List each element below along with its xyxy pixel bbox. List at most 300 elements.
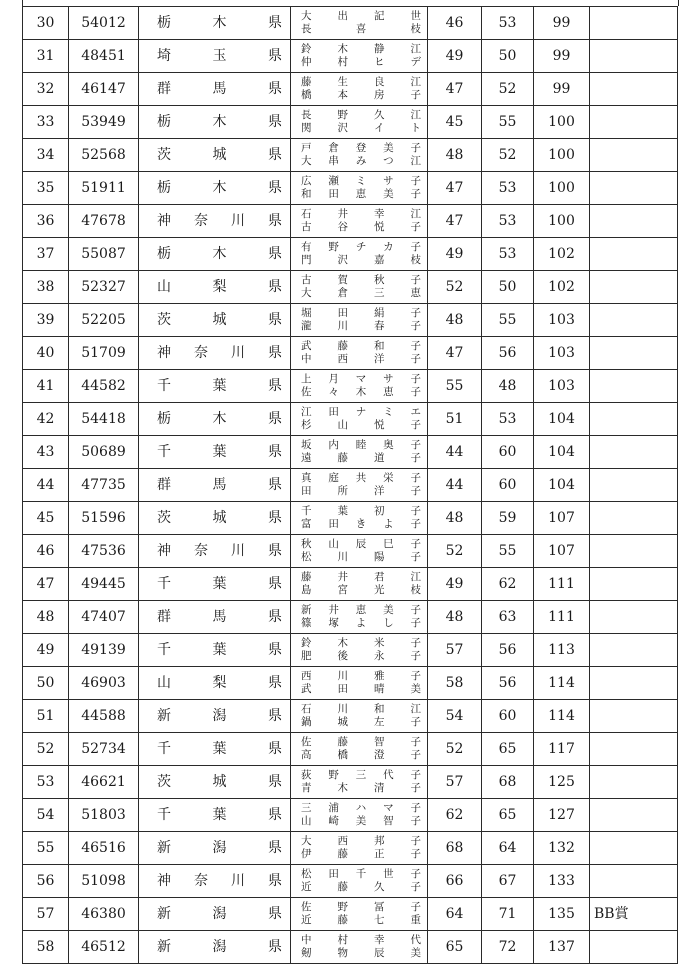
player-name-1: 堀田絹子 [301, 307, 421, 319]
pair-names-cell [291, 304, 428, 337]
score2-cell: 60 [482, 469, 534, 502]
player-name-2: 富田きよ子 [301, 518, 421, 530]
score2-cell: 63 [482, 601, 534, 634]
score1-cell: 57 [428, 634, 482, 667]
score2-cell: 53 [482, 172, 534, 205]
table-row [23, 304, 678, 337]
prefecture-cell: 神奈川県 [139, 205, 291, 238]
player-name-1: 有野チカ子 [301, 241, 421, 253]
remark-cell [590, 733, 678, 766]
score1-cell: 64 [428, 898, 482, 931]
score1-cell: 68 [428, 832, 482, 865]
score2-cell: 48 [482, 370, 534, 403]
remark-cell [590, 271, 678, 304]
prefecture-cell: 千葉県 [139, 568, 291, 601]
table-row [23, 832, 678, 865]
prefecture-cell: 埼玉県 [139, 40, 291, 73]
total-cell: 103 [534, 304, 590, 337]
score2-cell: 53 [482, 205, 534, 238]
remark-cell [590, 931, 678, 964]
player-name-1: 武藤和子 [301, 340, 421, 352]
remark-cell [590, 865, 678, 898]
total-cell: 133 [534, 865, 590, 898]
rank-cell: 31 [23, 40, 69, 73]
pair-names-cell [291, 667, 428, 700]
entry-number-cell: 51596 [69, 502, 139, 535]
rank-cell: 35 [23, 172, 69, 205]
table-row [23, 73, 678, 106]
score1-cell: 48 [428, 304, 482, 337]
player-name-1: 石川和江 [301, 703, 421, 715]
entry-number-cell: 51911 [69, 172, 139, 205]
entry-number-cell: 54012 [69, 7, 139, 40]
pair-names-cell [291, 436, 428, 469]
total-cell: 114 [534, 667, 590, 700]
score2-cell: 55 [482, 535, 534, 568]
score2-cell: 59 [482, 502, 534, 535]
player-name-2: 肥後永子 [301, 650, 421, 662]
prefecture-cell: 千葉県 [139, 799, 291, 832]
remark-cell [590, 502, 678, 535]
rank-cell: 57 [23, 898, 69, 931]
score2-cell: 64 [482, 832, 534, 865]
total-cell: 99 [534, 73, 590, 106]
table-row [23, 139, 678, 172]
total-cell: 107 [534, 535, 590, 568]
total-cell: 117 [534, 733, 590, 766]
entry-number-cell: 49445 [69, 568, 139, 601]
score2-cell: 71 [482, 898, 534, 931]
player-name-1: 佐藤智子 [301, 736, 421, 748]
prefecture-cell: 新潟県 [139, 898, 291, 931]
remark-cell [590, 634, 678, 667]
player-name-2: 大串みつ江 [301, 155, 421, 167]
pair-names-cell [291, 733, 428, 766]
score2-cell: 65 [482, 733, 534, 766]
table-row [23, 172, 678, 205]
prefecture-cell: 栃木県 [139, 7, 291, 40]
score2-cell: 68 [482, 766, 534, 799]
pair-names-cell [291, 271, 428, 304]
rank-cell: 41 [23, 370, 69, 403]
remark-cell [590, 832, 678, 865]
score2-cell: 55 [482, 304, 534, 337]
entry-number-cell: 46380 [69, 898, 139, 931]
score1-cell: 51 [428, 403, 482, 436]
player-name-1: 秋山辰巳子 [301, 538, 421, 550]
player-name-1: 藤生良江 [301, 76, 421, 88]
score1-cell: 49 [428, 40, 482, 73]
total-cell: 104 [534, 469, 590, 502]
remark-cell [590, 403, 678, 436]
remark-cell [590, 172, 678, 205]
player-name-1: 西川雅子 [301, 670, 421, 682]
entry-number-cell: 55087 [69, 238, 139, 271]
player-name-1: 大西邦子 [301, 835, 421, 847]
remark-cell [590, 304, 678, 337]
rank-cell: 30 [23, 7, 69, 40]
score1-cell: 49 [428, 238, 482, 271]
rank-cell: 36 [23, 205, 69, 238]
table-row [23, 238, 678, 271]
player-name-1: 真庭共栄子 [301, 472, 421, 484]
total-cell: 99 [534, 7, 590, 40]
score1-cell: 49 [428, 568, 482, 601]
prefecture-cell: 神奈川県 [139, 535, 291, 568]
total-cell: 99 [534, 40, 590, 73]
prefecture-cell: 群馬県 [139, 601, 291, 634]
total-cell: 100 [534, 139, 590, 172]
rank-cell: 52 [23, 733, 69, 766]
total-cell: 100 [534, 106, 590, 139]
total-cell: 102 [534, 238, 590, 271]
remark-cell [590, 7, 678, 40]
player-name-1: 荻野三代子 [301, 769, 421, 781]
score2-cell: 50 [482, 40, 534, 73]
remark-cell [590, 238, 678, 271]
table-row [23, 40, 678, 73]
remark-cell [590, 73, 678, 106]
table-row [23, 601, 678, 634]
pair-names-cell [291, 7, 428, 40]
score1-cell: 54 [428, 700, 482, 733]
player-name-2: 山崎美智子 [301, 815, 421, 827]
player-name-1: 広瀬ミサ子 [301, 175, 421, 187]
score1-cell: 66 [428, 865, 482, 898]
total-cell: 104 [534, 403, 590, 436]
entry-number-cell: 47536 [69, 535, 139, 568]
score2-cell: 56 [482, 337, 534, 370]
player-name-2: 田所洋子 [301, 485, 421, 497]
score2-cell: 56 [482, 634, 534, 667]
player-name-2: 近藤七重 [301, 914, 421, 926]
rank-cell: 40 [23, 337, 69, 370]
player-name-2: 瀧川春子 [301, 320, 421, 332]
pair-names-cell [291, 337, 428, 370]
player-name-1: 石井幸江 [301, 208, 421, 220]
player-name-1: 藤井君江 [301, 571, 421, 583]
player-name-2: 島宮光枝 [301, 584, 421, 596]
player-name-2: 中西洋子 [301, 353, 421, 365]
pair-names-cell [291, 370, 428, 403]
pair-names-cell [291, 535, 428, 568]
prefecture-cell: 山梨県 [139, 667, 291, 700]
total-cell: 114 [534, 700, 590, 733]
player-name-2: 伊藤正子 [301, 848, 421, 860]
prefecture-cell: 茨城県 [139, 502, 291, 535]
score2-cell: 67 [482, 865, 534, 898]
rank-cell: 58 [23, 931, 69, 964]
rank-cell: 54 [23, 799, 69, 832]
player-name-1: 坂内睦奥子 [301, 439, 421, 451]
prefecture-cell: 千葉県 [139, 370, 291, 403]
prefecture-cell: 神奈川県 [139, 865, 291, 898]
total-cell: 113 [534, 634, 590, 667]
table-row [23, 337, 678, 370]
player-name-1: 戸倉登美子 [301, 142, 421, 154]
remark-cell [590, 40, 678, 73]
pair-names-cell [291, 700, 428, 733]
total-cell: 102 [534, 271, 590, 304]
pair-names-cell [291, 931, 428, 964]
score2-cell: 55 [482, 106, 534, 139]
score1-cell: 46 [428, 7, 482, 40]
player-name-1: 佐野冨子 [301, 901, 421, 913]
prefecture-cell: 新潟県 [139, 931, 291, 964]
remark-cell [590, 700, 678, 733]
rank-cell: 46 [23, 535, 69, 568]
score2-cell: 53 [482, 238, 534, 271]
prefecture-cell: 千葉県 [139, 634, 291, 667]
score2-cell: 72 [482, 931, 534, 964]
pair-names-cell [291, 568, 428, 601]
remark-cell [590, 205, 678, 238]
entry-number-cell: 47407 [69, 601, 139, 634]
score2-cell: 60 [482, 436, 534, 469]
score1-cell: 48 [428, 139, 482, 172]
prefecture-cell: 栃木県 [139, 172, 291, 205]
pair-names-cell [291, 238, 428, 271]
total-cell: 100 [534, 172, 590, 205]
score1-cell: 44 [428, 436, 482, 469]
pair-names-cell [291, 799, 428, 832]
player-name-2: 佐々木恵子 [301, 386, 421, 398]
score1-cell: 55 [428, 370, 482, 403]
player-name-2: 高橋澄子 [301, 749, 421, 761]
pair-names-cell [291, 832, 428, 865]
table-row [23, 931, 678, 964]
prefecture-cell: 群馬県 [139, 73, 291, 106]
score1-cell: 44 [428, 469, 482, 502]
score2-cell: 56 [482, 667, 534, 700]
prefecture-cell: 茨城県 [139, 766, 291, 799]
player-name-1: 鈴木静江 [301, 43, 421, 55]
score2-cell: 53 [482, 403, 534, 436]
entry-number-cell: 48451 [69, 40, 139, 73]
remark-cell [590, 469, 678, 502]
entry-number-cell: 52327 [69, 271, 139, 304]
pair-names-cell [291, 865, 428, 898]
score1-cell: 45 [428, 106, 482, 139]
score2-cell: 62 [482, 568, 534, 601]
pair-names-cell [291, 634, 428, 667]
remark-cell [590, 799, 678, 832]
player-name-2: 大倉三恵 [301, 287, 421, 299]
total-cell: 111 [534, 568, 590, 601]
remark-cell [590, 766, 678, 799]
player-name-2: 鍋城左子 [301, 716, 421, 728]
remark-cell [590, 436, 678, 469]
entry-number-cell: 46147 [69, 73, 139, 106]
player-name-1: 上月マサ子 [301, 373, 421, 385]
score2-cell: 65 [482, 799, 534, 832]
prefecture-cell: 群馬県 [139, 469, 291, 502]
prefecture-cell: 栃木県 [139, 403, 291, 436]
player-name-1: 新井恵美子 [301, 604, 421, 616]
table-row [23, 733, 678, 766]
total-cell: 103 [534, 337, 590, 370]
table-row [23, 634, 678, 667]
entry-number-cell: 47678 [69, 205, 139, 238]
total-cell: 125 [534, 766, 590, 799]
prefecture-cell: 新潟県 [139, 832, 291, 865]
player-name-2: 橋本房子 [301, 89, 421, 101]
entry-number-cell: 51098 [69, 865, 139, 898]
entry-number-cell: 44582 [69, 370, 139, 403]
entry-number-cell: 52205 [69, 304, 139, 337]
player-name-2: 篠塚よし子 [301, 617, 421, 629]
entry-number-cell: 54418 [69, 403, 139, 436]
table-row [23, 7, 678, 40]
player-name-2: 杉山悦子 [301, 419, 421, 431]
rank-cell: 48 [23, 601, 69, 634]
entry-number-cell: 46516 [69, 832, 139, 865]
table-row [23, 700, 678, 733]
table-row [23, 865, 678, 898]
player-name-1: 松田千世子 [301, 868, 421, 880]
table-row [23, 568, 678, 601]
player-name-2: 長喜枝 [301, 23, 421, 35]
score1-cell: 52 [428, 271, 482, 304]
player-name-2: 松川陽子 [301, 551, 421, 563]
total-cell: 107 [534, 502, 590, 535]
score1-cell: 48 [428, 502, 482, 535]
score1-cell: 65 [428, 931, 482, 964]
prefecture-cell: 茨城県 [139, 304, 291, 337]
rank-cell: 42 [23, 403, 69, 436]
entry-number-cell: 51803 [69, 799, 139, 832]
score1-cell: 47 [428, 73, 482, 106]
score2-cell: 52 [482, 73, 534, 106]
player-name-1: 大出記世 [301, 10, 421, 22]
player-name-2: 青木清子 [301, 782, 421, 794]
table-row [23, 403, 678, 436]
rank-cell: 49 [23, 634, 69, 667]
player-name-2: 近藤久子 [301, 881, 421, 893]
table-row [23, 766, 678, 799]
player-name-2: 仲村ヒデ [301, 56, 421, 68]
player-name-1: 中村幸代 [301, 934, 421, 946]
prefecture-cell: 茨城県 [139, 139, 291, 172]
entry-number-cell: 51709 [69, 337, 139, 370]
score1-cell: 47 [428, 337, 482, 370]
score1-cell: 47 [428, 172, 482, 205]
prefecture-cell: 千葉県 [139, 436, 291, 469]
remark-cell [590, 370, 678, 403]
prefecture-cell: 栃木県 [139, 238, 291, 271]
score1-cell: 52 [428, 733, 482, 766]
table-row [23, 370, 678, 403]
entry-number-cell: 53949 [69, 106, 139, 139]
player-name-2: 門沢嘉枝 [301, 254, 421, 266]
table-row [23, 799, 678, 832]
score2-cell: 60 [482, 700, 534, 733]
player-name-2: 関沢イト [301, 122, 421, 134]
prefecture-cell: 新潟県 [139, 700, 291, 733]
pair-names-cell [291, 139, 428, 172]
entry-number-cell: 47735 [69, 469, 139, 502]
total-cell: 132 [534, 832, 590, 865]
table-row [23, 205, 678, 238]
pair-names-cell [291, 601, 428, 634]
player-name-2: 遠藤道子 [301, 452, 421, 464]
table-row [23, 898, 678, 931]
remark-cell [590, 106, 678, 139]
remark-cell [590, 535, 678, 568]
player-name-2: 古谷悦子 [301, 221, 421, 233]
player-name-1: 江田ナミエ [301, 406, 421, 418]
score1-cell: 62 [428, 799, 482, 832]
entry-number-cell: 50689 [69, 436, 139, 469]
score1-cell: 57 [428, 766, 482, 799]
player-name-2: 和田恵美子 [301, 188, 421, 200]
rank-cell: 44 [23, 469, 69, 502]
rank-cell: 39 [23, 304, 69, 337]
table-row [23, 106, 678, 139]
score1-cell: 52 [428, 535, 482, 568]
rank-cell: 43 [23, 436, 69, 469]
player-name-2: 剱物辰美 [301, 947, 421, 959]
entry-number-cell: 44588 [69, 700, 139, 733]
prefecture-cell: 山梨県 [139, 271, 291, 304]
total-cell: 111 [534, 601, 590, 634]
rank-cell: 47 [23, 568, 69, 601]
total-cell: 100 [534, 205, 590, 238]
rank-cell: 50 [23, 667, 69, 700]
score2-cell: 52 [482, 139, 534, 172]
pair-names-cell [291, 205, 428, 238]
player-name-1: 千葉初子 [301, 505, 421, 517]
pair-names-cell [291, 766, 428, 799]
rank-cell: 45 [23, 502, 69, 535]
player-name-1: 長野久江 [301, 109, 421, 121]
remark-cell [590, 568, 678, 601]
score1-cell: 47 [428, 205, 482, 238]
player-name-2: 武田晴美 [301, 683, 421, 695]
rank-cell: 37 [23, 238, 69, 271]
remark-cell [590, 139, 678, 172]
table-body [23, 7, 678, 964]
rank-cell: 32 [23, 73, 69, 106]
entry-number-cell: 46512 [69, 931, 139, 964]
remark-cell [590, 337, 678, 370]
entry-number-cell: 46903 [69, 667, 139, 700]
pair-names-cell [291, 106, 428, 139]
table-row [23, 502, 678, 535]
remark-cell [590, 601, 678, 634]
pair-names-cell [291, 502, 428, 535]
rank-cell: 33 [23, 106, 69, 139]
player-name-1: 三浦ハマ子 [301, 802, 421, 814]
score1-cell: 48 [428, 601, 482, 634]
table-row [23, 271, 678, 304]
entry-number-cell: 52734 [69, 733, 139, 766]
total-cell: 103 [534, 370, 590, 403]
pair-names-cell [291, 40, 428, 73]
total-cell: 127 [534, 799, 590, 832]
player-name-1: 鈴木米子 [301, 637, 421, 649]
prefecture-cell: 神奈川県 [139, 337, 291, 370]
total-cell: 135 [534, 898, 590, 931]
table-row [23, 469, 678, 502]
entry-number-cell: 49139 [69, 634, 139, 667]
score2-cell: 50 [482, 271, 534, 304]
entry-number-cell: 46621 [69, 766, 139, 799]
pair-names-cell [291, 469, 428, 502]
rank-cell: 56 [23, 865, 69, 898]
player-name-1: 古賀秋子 [301, 274, 421, 286]
prefecture-cell: 千葉県 [139, 733, 291, 766]
